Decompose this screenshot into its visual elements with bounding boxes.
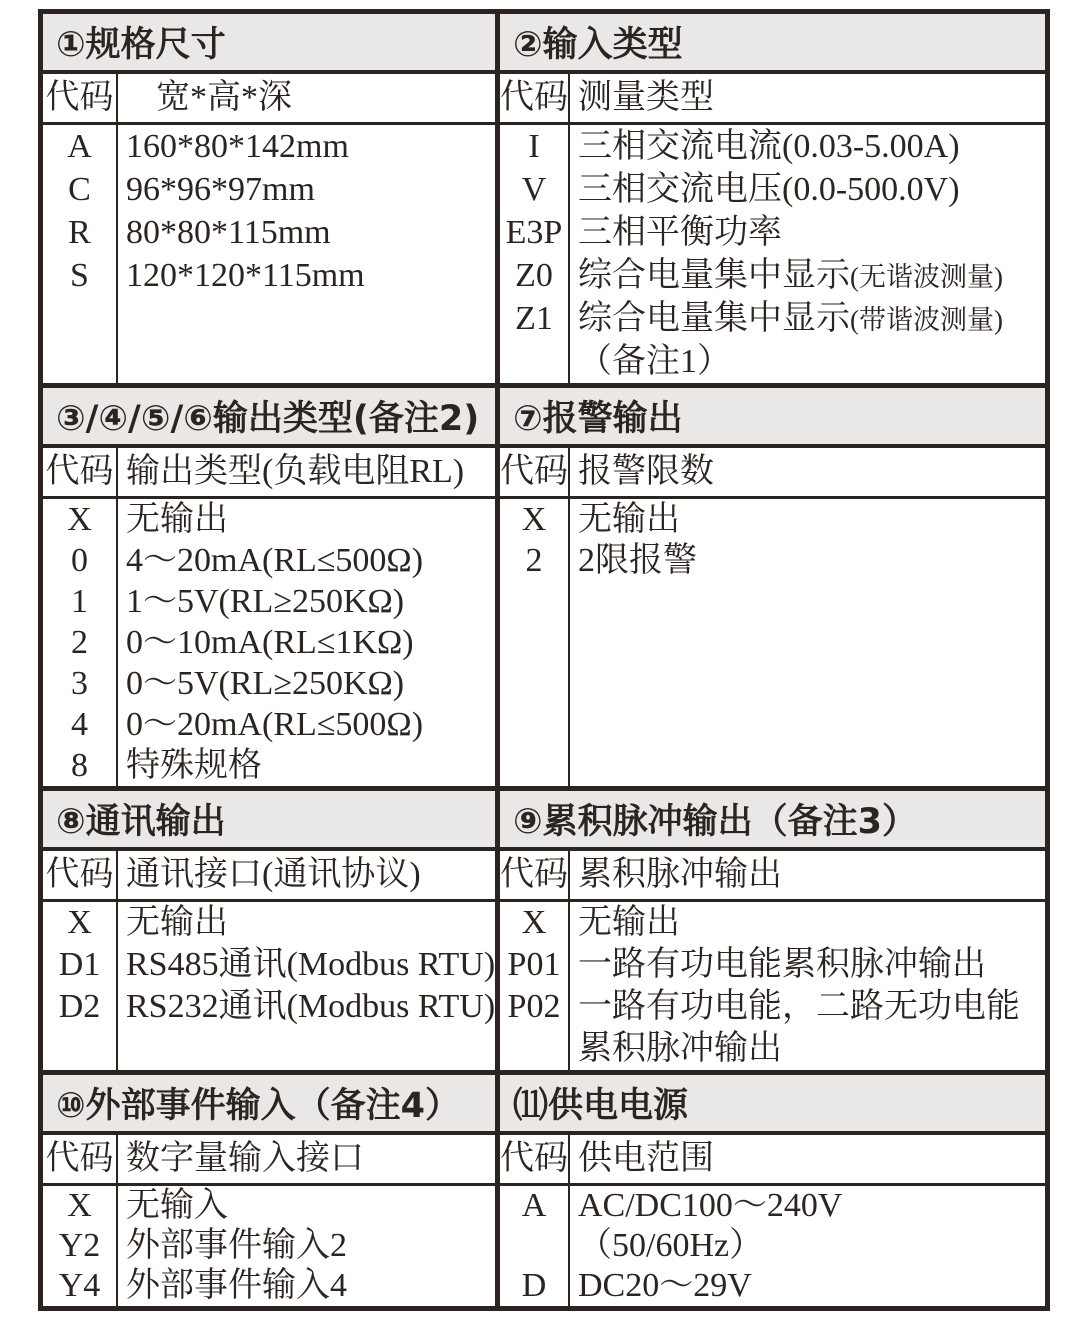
code-cell: 0: [43, 540, 118, 581]
code-cell: X: [43, 902, 118, 944]
desc-cell: RS485通讯(Modbus RTU): [126, 946, 495, 983]
code-cell: X: [500, 499, 570, 540]
desc-cell: 80*80*115mm: [126, 214, 331, 251]
table-row: [500, 902, 1045, 944]
code-cell: Z1: [500, 297, 570, 340]
desc-header-cell: 累积脉冲输出: [578, 856, 782, 893]
table-row: [43, 622, 495, 663]
desc-small-text: (无谐波测量): [850, 262, 1003, 292]
table-row: [500, 944, 1045, 986]
section-input-type: [500, 14, 1045, 383]
desc-header-cell: 供电范围: [578, 1140, 714, 1177]
table-row: [43, 211, 495, 254]
section-title-text: ⑨累积脉冲输出（备注3）: [513, 802, 917, 842]
code-cell: S: [43, 254, 118, 297]
column-header-row: [43, 1135, 495, 1186]
table-row: [500, 211, 1045, 254]
data-rows: [500, 125, 1045, 383]
table-row: [500, 168, 1045, 211]
section-title: [500, 388, 1045, 448]
filler-code-cell: [43, 1028, 118, 1070]
table-row: [43, 254, 495, 297]
desc-cell: 无输出: [578, 904, 680, 941]
desc-cell: （备注1）: [578, 343, 731, 380]
desc-header-cell: 输出类型(负载电阻RL): [126, 453, 465, 490]
table-row: [43, 1186, 495, 1226]
table-row: [500, 1186, 1045, 1226]
data-rows: [43, 125, 495, 383]
section-power-supply: [500, 1075, 1045, 1306]
code-cell: Z0: [500, 254, 570, 297]
desc-cell: 0～20mA(RL≤500Ω): [126, 706, 424, 743]
code-header-cell: 代码: [500, 74, 570, 122]
desc-cell: 累积脉冲输出: [578, 1030, 782, 1067]
desc-cell: RS232通讯(Modbus RTU): [126, 988, 495, 1025]
data-rows: [43, 499, 495, 786]
column-header-row: [500, 74, 1045, 125]
desc-cell: 2限报警: [578, 542, 697, 579]
section-title-text: ⑾供电电源: [513, 1086, 689, 1126]
desc-cell: AC/DC100～240V: [578, 1187, 843, 1224]
band-1: [43, 14, 1045, 388]
code-cell: D: [500, 1266, 570, 1306]
filler-row: [500, 581, 1045, 786]
desc-cell: 无输出: [578, 501, 680, 538]
code-cell: D1: [43, 944, 118, 986]
table-row: [43, 986, 495, 1028]
desc-cell: 无输入: [126, 1187, 228, 1224]
table-row: [43, 745, 495, 786]
table-row: [500, 1266, 1045, 1306]
filler-desc-cell: [118, 297, 495, 383]
code-cell: 1: [43, 581, 118, 622]
table-row: [500, 540, 1045, 581]
section-specs-dimensions: [43, 14, 500, 383]
code-header-cell: 代码: [43, 448, 118, 496]
desc-cell: 外部事件输入4: [126, 1267, 347, 1304]
code-cell: [500, 340, 570, 383]
section-title-text: ⑦报警输出: [513, 399, 683, 439]
code-cell: V: [500, 168, 570, 211]
code-cell: X: [500, 902, 570, 944]
band-2: [43, 388, 1045, 791]
desc-small-text: (带谐波测量): [850, 305, 1003, 335]
desc-cell: 无输出: [126, 501, 228, 538]
table-row: [43, 944, 495, 986]
ordering-spec-table: [38, 9, 1050, 1311]
table-row: [43, 168, 495, 211]
table-row: [43, 902, 495, 944]
section-title-text: ②输入类型: [513, 25, 683, 65]
section-pulse-output: [500, 791, 1045, 1070]
code-cell: R: [43, 211, 118, 254]
desc-cell: 特殊规格: [126, 747, 262, 784]
desc-cell: 无输出: [126, 904, 228, 941]
code-cell: Y2: [43, 1226, 118, 1266]
table-row: [43, 704, 495, 745]
column-header-row: [43, 448, 495, 499]
code-cell: I: [500, 125, 570, 168]
section-title-text: ①规格尺寸: [56, 25, 226, 65]
table-row: [500, 1028, 1045, 1070]
filler-code-cell: [43, 297, 118, 383]
column-header-row: [500, 851, 1045, 902]
table-row: [500, 340, 1045, 383]
section-alarm-output: [500, 388, 1045, 786]
section-title: [43, 14, 495, 74]
table-row: [500, 125, 1045, 168]
desc-cell: 120*120*115mm: [126, 257, 365, 294]
code-header-cell: 代码: [500, 851, 570, 899]
desc-cell: 综合电量集中显示(带谐波测量): [578, 300, 1003, 337]
table-row: [43, 1226, 495, 1266]
data-rows: [500, 499, 1045, 786]
desc-cell: 0～10mA(RL≤1KΩ): [126, 624, 414, 661]
table-row: [43, 1266, 495, 1306]
desc-cell: 96*96*97mm: [126, 171, 315, 208]
filler-desc-cell: [570, 581, 1045, 786]
table-row: [43, 581, 495, 622]
section-title-text: ⑩外部事件输入（备注4）: [56, 1086, 460, 1126]
section-title-text: ③/④/⑤/⑥输出类型(备注2): [56, 399, 480, 439]
column-header-row: [500, 1135, 1045, 1186]
code-cell: D2: [43, 986, 118, 1028]
desc-cell: 外部事件输入2: [126, 1227, 347, 1264]
code-header-cell: 代码: [500, 448, 570, 496]
desc-cell: 一路有功电能累积脉冲输出: [578, 946, 986, 983]
code-header-cell: 代码: [43, 1135, 118, 1183]
desc-cell: 4～20mA(RL≤500Ω): [126, 542, 424, 579]
code-cell: 3: [43, 663, 118, 704]
code-header-cell: 代码: [43, 851, 118, 899]
section-title: [43, 791, 495, 851]
column-header-row: [43, 851, 495, 902]
desc-header-cell: 宽*高*深: [156, 79, 292, 116]
section-external-event-input: [43, 1075, 500, 1306]
desc-cell: 三相交流电流(0.03-5.00A): [578, 128, 960, 165]
code-header-cell: 代码: [500, 1135, 570, 1183]
filler-row: [43, 1028, 495, 1070]
desc-cell: 一路有功电能，二路无功电能: [578, 988, 1020, 1025]
desc-cell: 综合电量集中显示(无谐波测量): [578, 257, 1003, 294]
section-title-text: ⑧通讯输出: [56, 802, 226, 842]
filler-desc-cell: [118, 1028, 495, 1070]
desc-header-cell: 测量类型: [578, 79, 714, 116]
section-title: [43, 1075, 495, 1135]
code-header-cell: 代码: [43, 74, 118, 122]
desc-header-cell: 报警限数: [578, 453, 714, 490]
code-cell: E3P: [500, 211, 570, 254]
column-header-row: [500, 448, 1045, 499]
code-cell: C: [43, 168, 118, 211]
data-rows: [43, 1186, 495, 1306]
desc-cell: （50/60Hz）: [578, 1227, 764, 1264]
table-row: [500, 254, 1045, 297]
code-cell: 2: [43, 622, 118, 663]
desc-cell: 0～5V(RL≥250KΩ): [126, 665, 405, 702]
code-cell: X: [43, 499, 118, 540]
code-cell: A: [43, 125, 118, 168]
section-output-type: [43, 388, 500, 786]
code-cell: X: [43, 1186, 118, 1226]
desc-cell: 三相交流电压(0.0-500.0V): [578, 171, 960, 208]
filler-row: [43, 297, 495, 383]
table-row: [500, 297, 1045, 340]
desc-header-cell: 数字量输入接口: [126, 1140, 364, 1177]
table-row: [500, 499, 1045, 540]
data-rows: [43, 902, 495, 1070]
section-title: [500, 791, 1045, 851]
table-row: [43, 540, 495, 581]
table-row: [500, 986, 1045, 1028]
code-cell: [500, 1226, 570, 1266]
table-row: [43, 663, 495, 704]
band-4: [43, 1075, 1045, 1306]
code-cell: Y4: [43, 1266, 118, 1306]
code-cell: P01: [500, 944, 570, 986]
code-cell: P02: [500, 986, 570, 1028]
section-comm-output: [43, 791, 500, 1070]
code-cell: 4: [43, 704, 118, 745]
filler-code-cell: [500, 581, 570, 786]
band-3: [43, 791, 1045, 1075]
column-header-row: [43, 74, 495, 125]
table-row: [500, 1226, 1045, 1266]
data-rows: [500, 902, 1045, 1070]
table-row: [43, 125, 495, 168]
code-cell: 8: [43, 745, 118, 786]
desc-header-cell: 通讯接口(通讯协议): [126, 856, 421, 893]
code-cell: 2: [500, 540, 570, 581]
desc-cell: 160*80*142mm: [126, 128, 349, 165]
code-cell: A: [500, 1186, 570, 1226]
section-title: [500, 1075, 1045, 1135]
desc-cell: DC20～29V: [578, 1267, 752, 1304]
table-row: [43, 499, 495, 540]
desc-cell: 1～5V(RL≥250KΩ): [126, 583, 405, 620]
section-title: [43, 388, 495, 448]
desc-cell: 三相平衡功率: [578, 214, 782, 251]
code-cell: [500, 1028, 570, 1070]
section-title: [500, 14, 1045, 74]
data-rows: [500, 1186, 1045, 1306]
